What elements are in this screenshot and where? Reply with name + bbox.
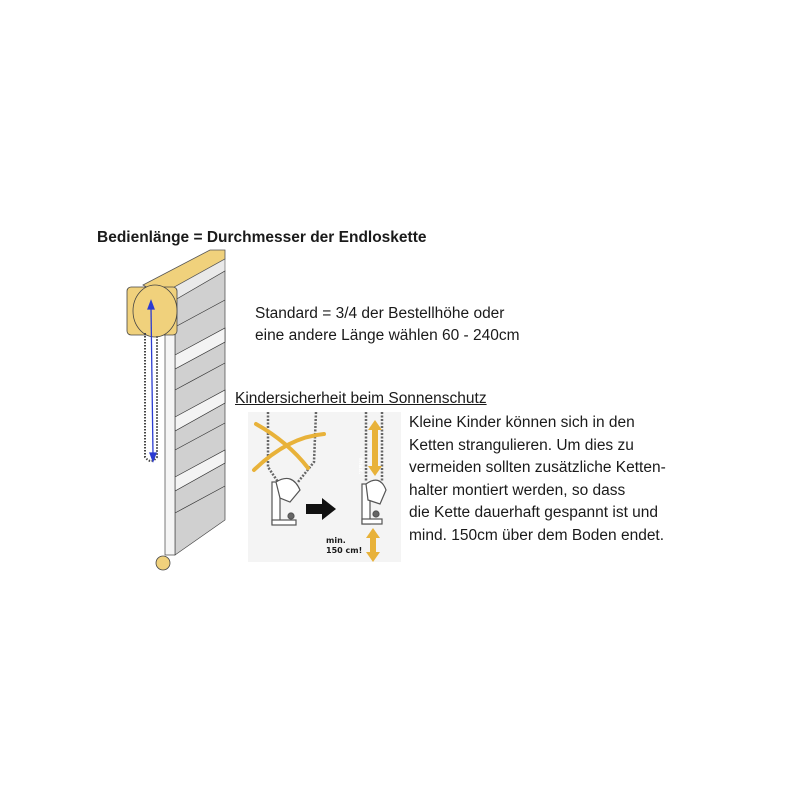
desc-line: Kleine Kinder können sich in den	[409, 414, 635, 431]
page-heading: Bedienlänge = Durchmesser der Endloskette	[97, 229, 427, 246]
bottom-weight	[156, 556, 170, 570]
standard-text	[255, 303, 520, 347]
desc-line: Ketten strangulieren. Um dies zu	[409, 436, 634, 454]
side-rail	[165, 305, 175, 555]
min-label: min. 150 cm!	[326, 536, 363, 555]
desc-line: vermeiden sollten zusätzliche Ketten-	[409, 459, 666, 476]
desc-line: halter montiert werden, so dass	[409, 481, 626, 499]
desc-line: die Kette dauerhaft gespannt ist und	[409, 504, 659, 521]
desc-line: mind. 150cm über dem Boden endet.	[409, 526, 665, 544]
roller-blind-illustration	[115, 245, 240, 575]
max-label: max.	[357, 458, 364, 475]
standard-text-line-1: Standard = 3/4 der Bestellhöhe oder	[255, 305, 505, 322]
child-safety-description	[409, 412, 666, 547]
child-safety-figure	[248, 412, 401, 562]
child-safety-title: Kindersicherheit beim Sonnenschutz	[235, 390, 487, 407]
standard-text-line-2: eine andere Länge wählen 60 - 240cm	[255, 327, 520, 344]
